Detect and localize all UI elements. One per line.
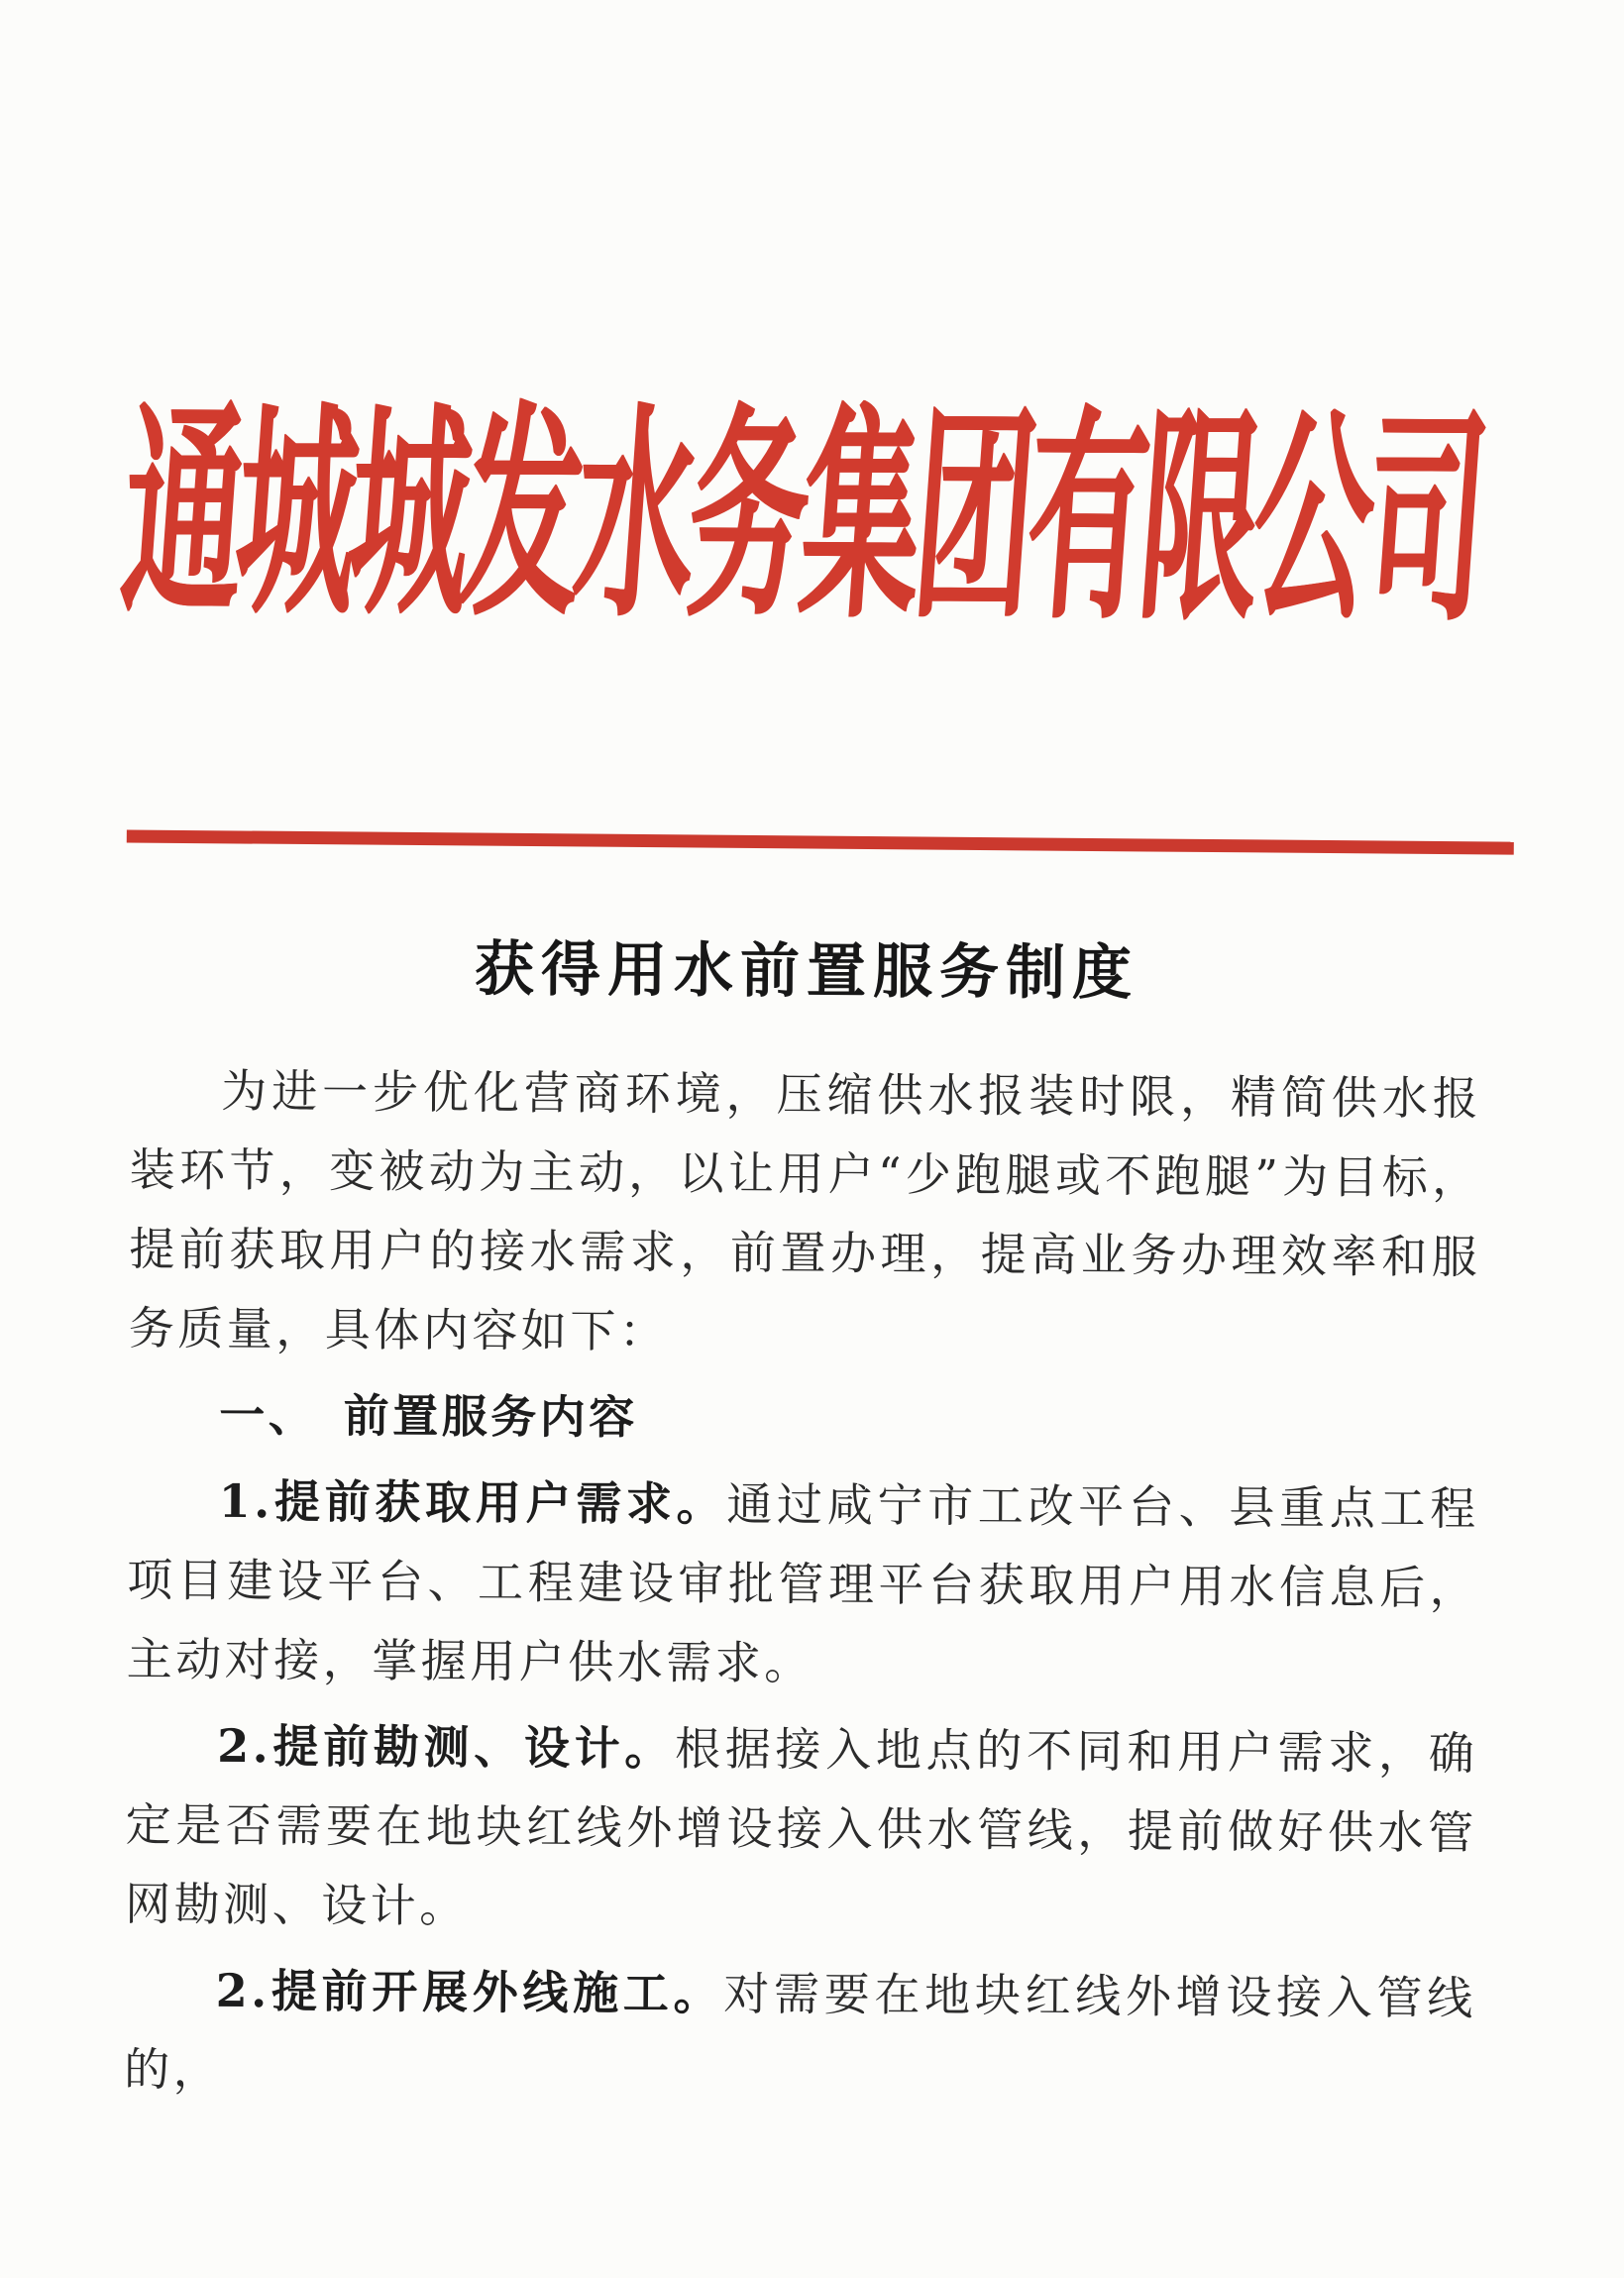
document-title: 获得用水前置服务制度 — [474, 934, 1139, 1009]
service-item-3 — [124, 1950, 1476, 2116]
service-item-3-text: 对需要在地块红线外增设接入管线的， — [124, 1966, 1476, 2097]
service-item-1-text: 通过咸宁市工改平台、县重点工程项目建设平台、工程建设审批管理平台获取用户用水信息后，主动对接，掌握用户供水需求。 — [126, 1477, 1479, 1690]
service-item-1 — [127, 1461, 1479, 1706]
letterhead-divider-rule — [127, 829, 1514, 854]
document-body — [124, 920, 1482, 2123]
service-item-2-lead: 2.提前勘测、设计。 — [217, 1718, 676, 1776]
service-item-2 — [125, 1705, 1477, 1951]
intro-paragraph: 为进一步优化营商环境，压缩供水报装时限，精简供水报装环节，变被动为主动，以让用户“少跑腿或不跑腿”为目标，提前获取用户的接水需求，前置办理，提高业务办理效率和服务质量，具体内容如下： — [128, 1063, 1482, 1358]
section-heading: 一、 前置服务内容 — [219, 1387, 638, 1445]
service-item-2-text: 根据接入地点的不同和用户需求，确定是否需要在地块红线外增设接入供水管线，提前做好供水管网勘测、设计。 — [125, 1721, 1478, 1933]
service-item-3-lead: 2.提前开展外线施工。 — [215, 1963, 724, 2020]
service-item-1-lead: 1.提前获取用户需求。 — [218, 1473, 727, 1532]
company-name: 通城城发水务集团有限公司 — [114, 380, 1489, 654]
letterhead — [0, 380, 1621, 654]
